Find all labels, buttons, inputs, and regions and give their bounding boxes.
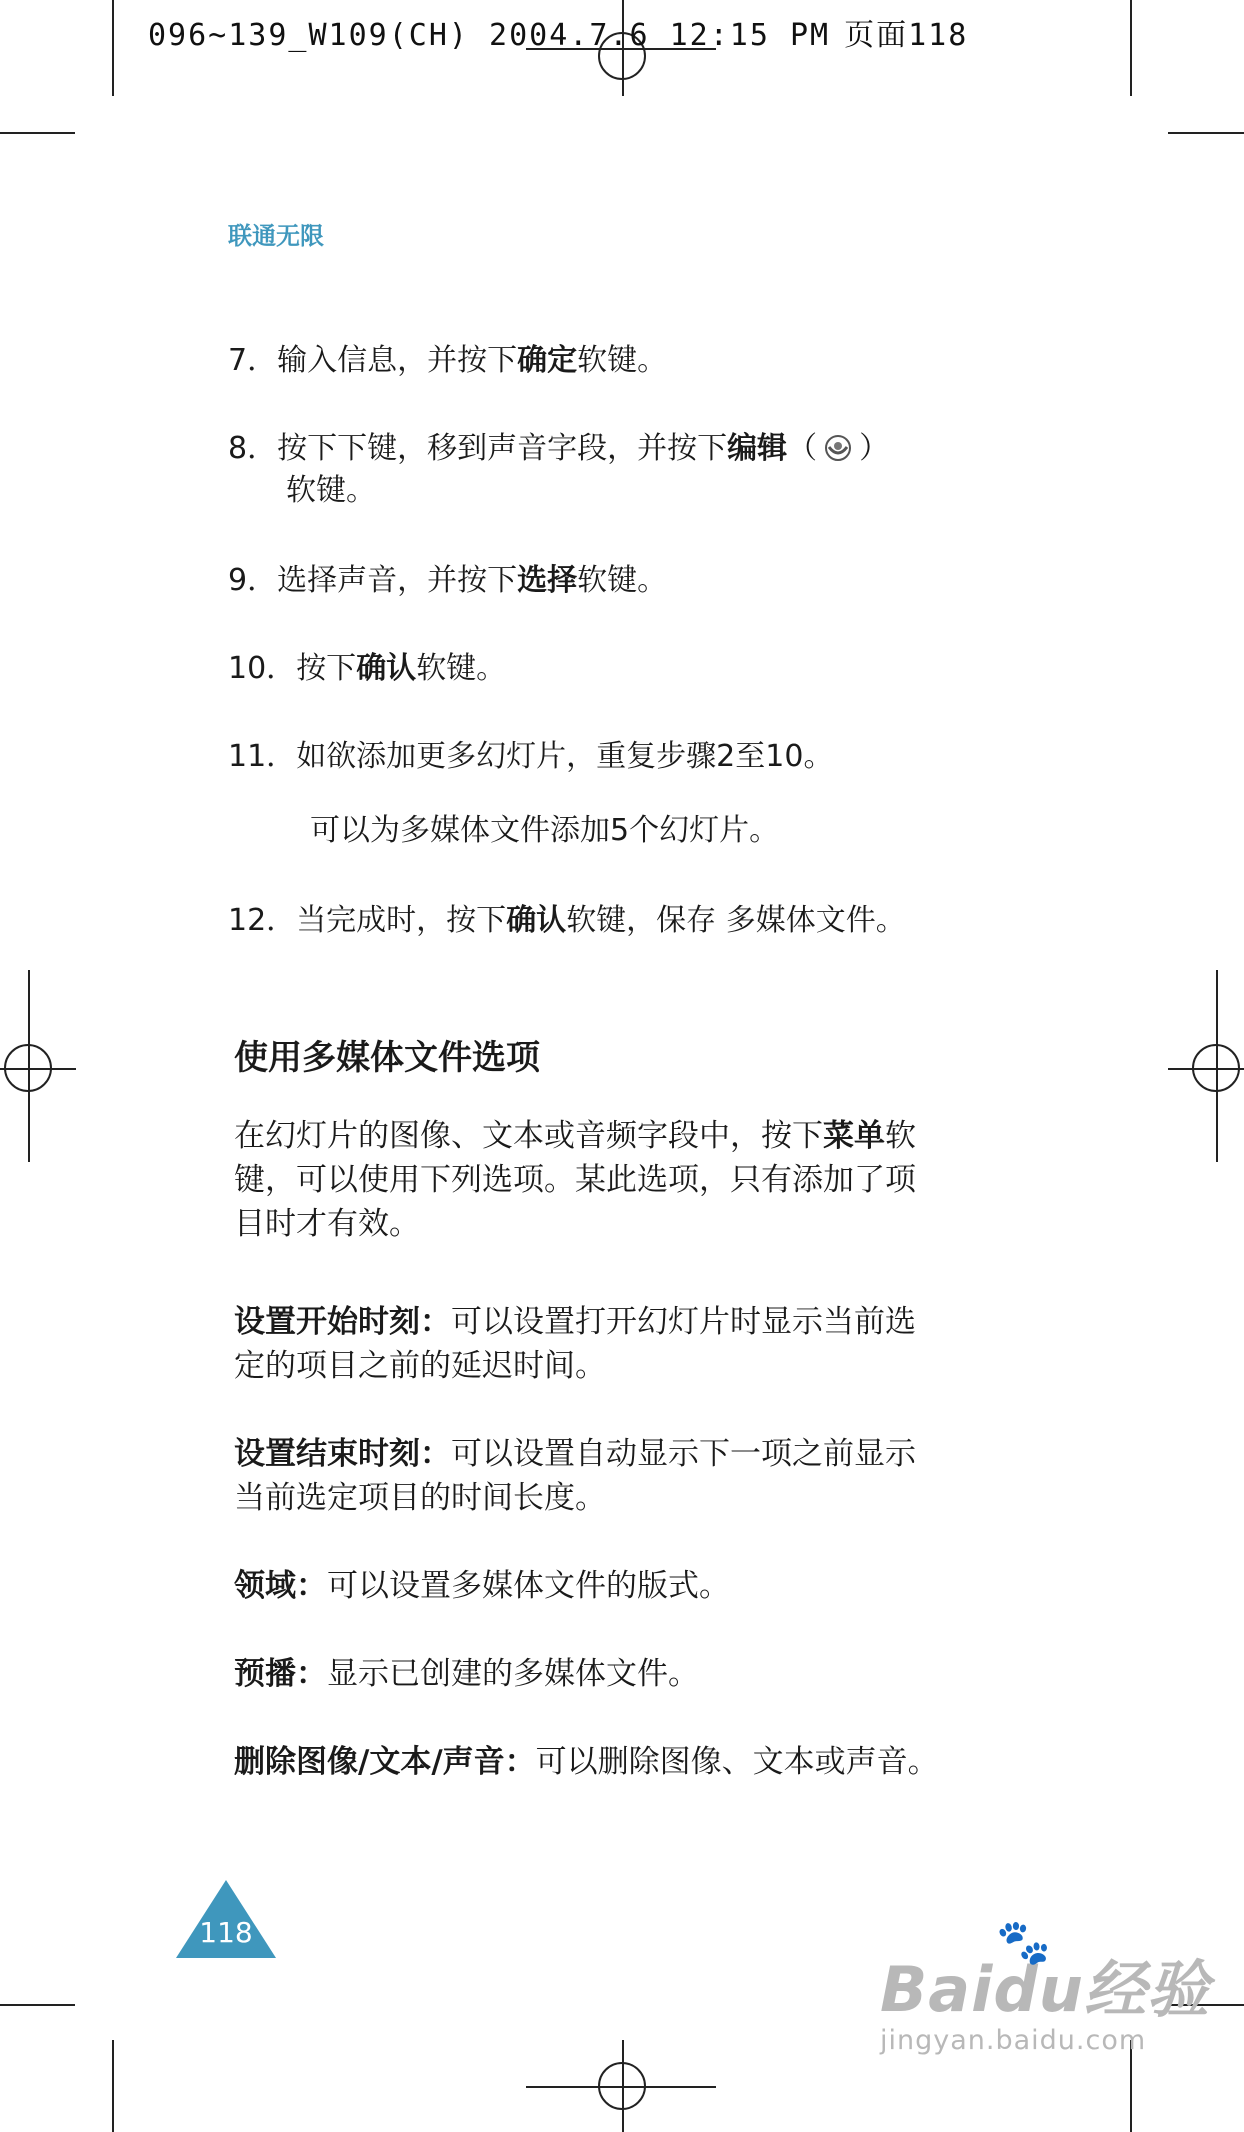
- step-text: 选择声音，并按下: [277, 563, 518, 598]
- option-term: 设置开始时刻：: [234, 1304, 451, 1340]
- print-slug-file: 096~139_W109(CH) 2004.7.6 12:15 PM: [148, 18, 831, 53]
- watermark-brand: Baidu经验: [880, 1953, 1210, 2026]
- step-8: [228, 428, 1018, 512]
- navigation-key-icon: [823, 433, 853, 463]
- step-text-line2: 软键。: [286, 473, 376, 508]
- intro-key-name: 菜单: [823, 1118, 885, 1154]
- option-term: 领域：: [234, 1568, 327, 1604]
- step-key-name: 确定: [517, 343, 578, 378]
- step-number: 12．: [228, 903, 297, 938]
- watermark-url: jingyan.baidu.com: [880, 2025, 1147, 2056]
- intro-text-line3: 目时才有效。: [234, 1206, 420, 1242]
- step-number: 9．: [228, 563, 278, 598]
- step-key-name: 确认: [356, 651, 417, 686]
- option-desc: 可以设置打开幻灯片时显示当前选: [451, 1304, 916, 1340]
- print-slug-page-no: 118: [908, 18, 969, 53]
- step-text: 当完成时，按下: [296, 903, 507, 938]
- print-slug-page-label: 页面: [844, 18, 909, 53]
- option-term: 删除图像/文本/声音：: [234, 1744, 536, 1780]
- option-set-end-time: [234, 1432, 994, 1520]
- print-slug: [148, 10, 968, 54]
- step-12: [228, 900, 1018, 942]
- option-desc: 显示已创建的多媒体文件。: [327, 1656, 699, 1692]
- page-number: 118: [199, 1916, 253, 1949]
- step-text: 软键。: [577, 343, 668, 378]
- option-preview: [234, 1652, 994, 1696]
- option-delete: [234, 1740, 1034, 1784]
- step-text: ）: [859, 431, 890, 466]
- option-set-start-time: [234, 1300, 994, 1388]
- step-number: 8．: [228, 431, 278, 466]
- step-key-name: 确认: [506, 903, 567, 938]
- section-heading: 使用多媒体文件选项: [234, 1038, 540, 1078]
- section-label: 联通无限: [228, 222, 324, 250]
- step-text: 输入信息，并按下: [277, 343, 518, 378]
- step-11-note: 可以为多媒体文件添加5个幻灯片。: [310, 813, 780, 848]
- step-number: 10．: [228, 651, 297, 686]
- step-text: 软键。: [416, 651, 507, 686]
- baidu-paw-icon: 🐾: [996, 1917, 1051, 1968]
- option-desc: 可以删除图像、文本或声音。: [535, 1744, 939, 1780]
- step-text: 按下: [296, 651, 357, 686]
- watermark: [880, 1917, 1210, 2056]
- step-key-name: 选择: [517, 563, 578, 598]
- step-10: [228, 648, 1018, 690]
- option-term: 预播：: [234, 1656, 327, 1692]
- step-text: 软键。: [577, 563, 668, 598]
- step-number: 11．: [228, 739, 297, 774]
- option-term: 设置结束时刻：: [234, 1436, 451, 1472]
- option-desc: 可以设置自动显示下一项之前显示: [451, 1436, 916, 1472]
- step-key-name: 编辑: [727, 431, 788, 466]
- option-desc: 可以设置多媒体文件的版式。: [327, 1568, 730, 1604]
- step-9: [228, 560, 1018, 602]
- step-11: [228, 736, 1018, 778]
- step-text: （: [787, 431, 818, 466]
- intro-text: 在幻灯片的图像、文本或音频字段中，按下: [234, 1118, 823, 1154]
- step-text: 按下下键，移到声音字段，并按下: [277, 431, 728, 466]
- intro-text-line2: 键，可以使用下列选项。某此选项，只有添加了项: [234, 1162, 916, 1198]
- option-layout: [234, 1564, 994, 1608]
- step-number: 7．: [228, 343, 278, 378]
- step-7: [228, 340, 1018, 382]
- step-text: 软键，保存 多媒体文件。: [566, 903, 906, 938]
- step-text: 如欲添加更多幻灯片，重复步骤2至10。: [296, 739, 834, 774]
- option-desc-line2: 当前选定项目的时间长度。: [234, 1480, 606, 1516]
- intro-paragraph: [234, 1114, 994, 1246]
- intro-text: 软: [885, 1118, 916, 1154]
- option-desc-line2: 定的项目之前的延迟时间。: [234, 1348, 606, 1384]
